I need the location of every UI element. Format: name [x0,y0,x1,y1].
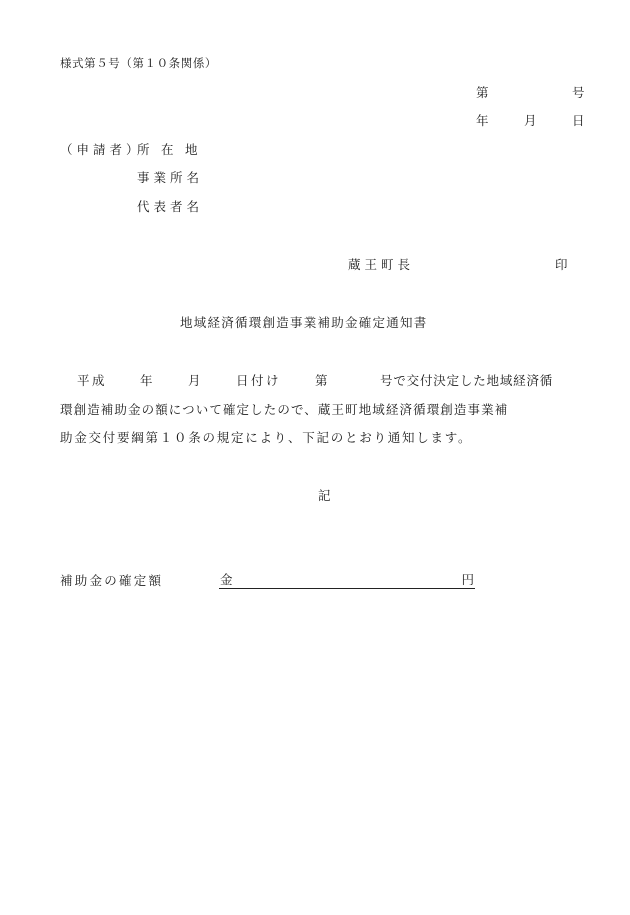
body-month: 月 [188,373,201,388]
date-month: 月 [524,113,537,128]
amount-label: 補助金の確定額 [60,573,164,588]
body-line-2: 環創造補助金の額について確定したので、蔵王町地域経済循環創造事業補 [60,402,509,417]
body-line-1-rest: 号で交付決定した地域経済循 [380,373,554,388]
seal-mark: 印 [555,257,568,272]
amount-suffix: 円 [461,572,474,587]
body-line-3: 助金交付要綱第１０条の規定により、下記のとおり通知します。 [60,430,473,445]
body-date-suffix: 日付け [236,373,282,388]
body-year: 年 [140,373,153,388]
body-heisei: 平成 [77,373,108,388]
document-title: 地域経済循環創造事業補助金確定通知書 [180,315,428,330]
doc-number-prefix: 第 [476,85,489,100]
doc-number-suffix: 号 [572,85,585,100]
amount-field [219,573,475,589]
applicant-office-label: 事業所名 [137,170,204,185]
issuer-name: 蔵王町長 [348,257,415,272]
date-year: 年 [476,113,489,128]
body-number-prefix: 第 [315,373,328,388]
applicant-address-label: 所 在 地 [137,142,202,157]
amount-prefix: 金 [220,572,233,587]
form-number: 様式第５号（第１０条関係） [60,56,217,70]
ki-heading: 記 [318,488,331,503]
date-day: 日 [572,113,585,128]
applicant-label: （申請者） [60,142,143,157]
applicant-representative-label: 代表者名 [137,199,204,214]
